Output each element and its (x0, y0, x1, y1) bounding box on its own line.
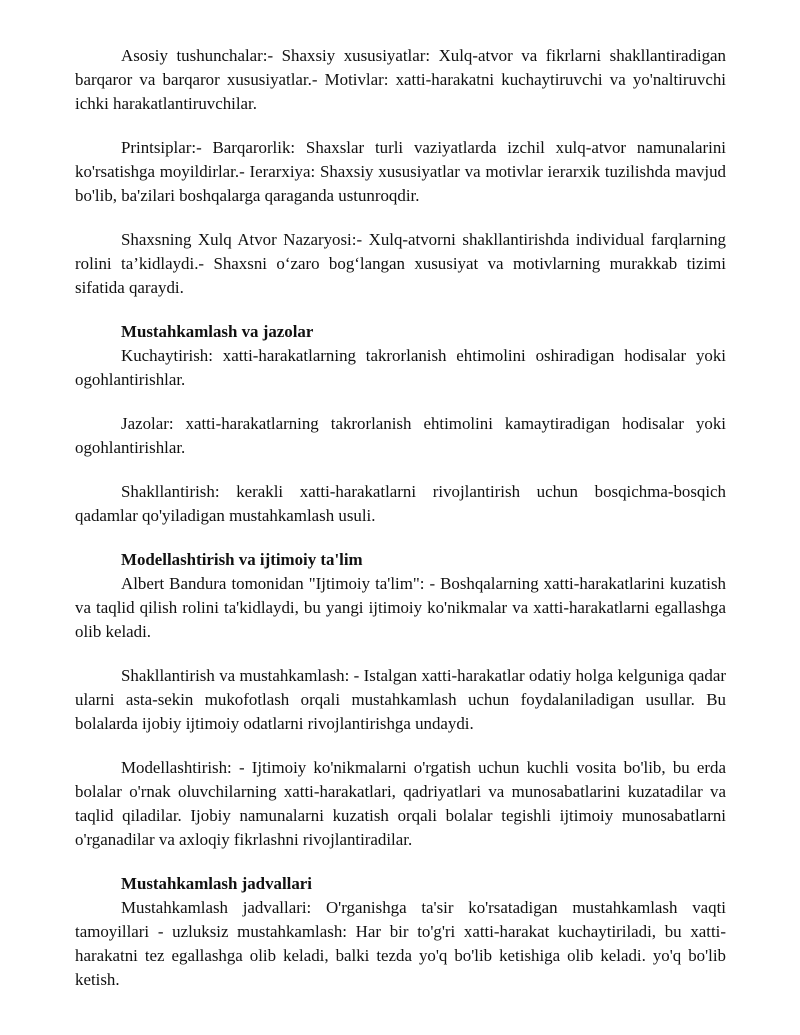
section-heading: Mustahkamlash va jazolar (121, 322, 314, 341)
paragraph-bandura: Albert Bandura tomonidan "Ijtimoiy ta'lim": - Boshqalarning xatti-harakatlarini kuzatish va taqlid qilish rolini ta'kidlaydi, bu yangi ijtimoiy ko'nikmalar va xatti-harakatlarni egallashga olib keladi. (75, 574, 726, 641)
paragraph-basic-concepts: Asosiy tushunchalar:- Shaxsiy xususiyatlar: Xulq-atvor va fikrlarni shakllantiradigan barqaror va barqaror xususiyatlar.- Motivlar: xatti-harakatni kuchaytiruvchi va yo'naltiruvchi ichki harakatlantiruvchilar. (75, 46, 726, 113)
paragraph-principles: Printsiplar:- Barqarorlik: Shaxslar turli vaziyatlarda izchil xulq-atvor namunalarini ko'rsatishga moyildirlar.- Ierarxiya: Shaxsiy xususiyatlar va motivlar ierarxik tuzilishda mavjud bo'lib, ba'zilari boshqalarga qaraganda ustunroqdir. (75, 138, 726, 205)
paragraph-personality-theory: Shaxsning Xulq Atvor Nazaryosi:- Xulq-atvorni shakllantirishda individual farqlarning rolini ta’kidlaydi.- Shaxsni o‘zaro bog‘langan xususiyat va motivlarning murakkab tizimi sifatida qaraydi. (75, 230, 726, 297)
section-modeling-social-learning (75, 548, 726, 852)
paragraph-reinforcement: Kuchaytirish: xatti-harakatlarning takrorlanish ehtimolini oshiradigan hodisalar yoki ogohlantirishlar. (75, 346, 726, 389)
paragraph-shaping-reinforcement: Shakllantirish va mustahkamlash: - Istalgan xatti-harakatlar odatiy holga kelguniga qadar ularni asta-sekin mukofotlash orqali mustahkamlash uchun foydalaniladigan usullar. Bu bolalarda ijobiy ijtimoiy odatlarni rivojlantirishga undaydi. (75, 666, 726, 733)
paragraph-shaping: Shakllantirish: kerakli xatti-harakatlarni rivojlantirish uchun bosqichma-bosqich qadamlar qo'yiladigan mustahkamlash usuli. (75, 482, 726, 525)
paragraph-punishment: Jazolar: xatti-harakatlarning takrorlanish ehtimolini kamaytiradigan hodisalar yoki ogohlantirishlar. (75, 414, 726, 457)
paragraph-schedules: Mustahkamlash jadvallari: O'rganishga ta'sir ko'rsatadigan mustahkamlash vaqti tamoyillari - uzluksiz mustahkamlash: Har bir to'g'ri xatti-harakat kuchaytiriladi, bu xatti-harakatni tez egallashga olib keladi, balki tezda yo'q bo'lib ketishiga olib keladi. yo'q bo'lib ketish. (75, 898, 726, 989)
document-page (75, 44, 726, 1012)
section-heading: Mustahkamlash jadvallari (121, 874, 312, 893)
section-reinforcement-schedules (75, 872, 726, 992)
paragraph-modeling: Modellashtirish: - Ijtimoiy ko'nikmalarni o'rgatish uchun kuchli vosita bo'lib, bu erda bolalar o'rnak oluvchilarning xatti-harakatlari, qadriyatlari va munosabatlarini kuzatadilar va taqlid qiladilar. Ijobiy namunalarni kuzatish orqali bolalar tegishli ijtimoiy munosabatlarni o'rganadilar va axloqiy fikrlashni rivojlantiradilar. (75, 758, 726, 849)
section-reinforcement-punishment (75, 320, 726, 528)
section-heading: Modellashtirish va ijtimoiy ta'lim (121, 550, 363, 569)
